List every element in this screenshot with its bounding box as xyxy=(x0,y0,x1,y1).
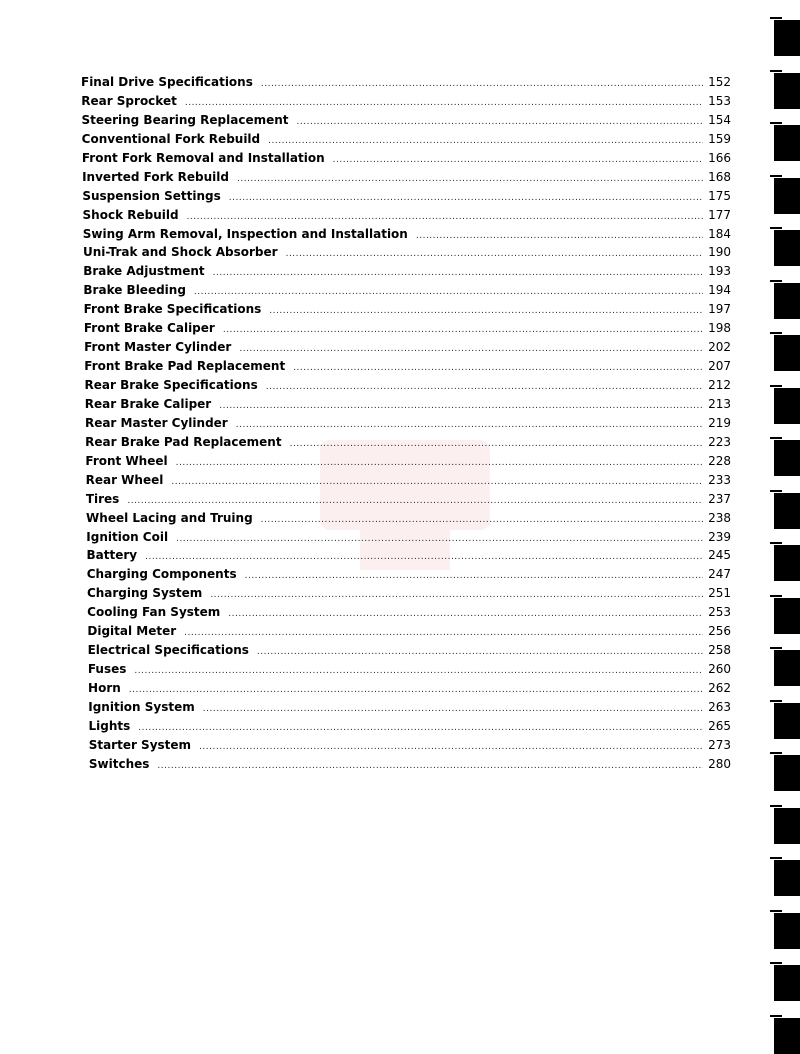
toc-dot-leader xyxy=(134,662,703,681)
index-tab-marker xyxy=(774,125,800,161)
toc-entry-title: Ignition Coil xyxy=(86,529,169,544)
toc-entry[interactable] xyxy=(81,698,731,717)
toc-entry-title: Rear Brake Caliper xyxy=(84,396,212,411)
toc-entry-title: Brake Bleeding xyxy=(83,283,186,298)
toc-entry-title: Rear Sprocket xyxy=(81,93,177,108)
toc-dot-leader xyxy=(245,567,703,586)
index-tab-marker xyxy=(774,965,800,1001)
toc-dot-leader xyxy=(138,719,703,738)
toc-entry[interactable] xyxy=(81,679,731,698)
toc-dot-leader xyxy=(261,75,703,94)
toc-entry-page-number: 202 xyxy=(708,340,731,355)
toc-dot-leader xyxy=(237,170,703,189)
toc-entry-page-number: 207 xyxy=(708,359,731,374)
toc-dot-leader xyxy=(129,681,703,700)
toc-entry-title: Fuses xyxy=(87,662,127,677)
toc-entry-title: Battery xyxy=(86,548,138,563)
toc-entry[interactable] xyxy=(81,206,731,225)
toc-entry-title: Swing Arm Removal, Inspection and Installation xyxy=(82,226,408,241)
toc-dot-leader xyxy=(171,473,703,492)
toc-entry[interactable] xyxy=(81,736,731,755)
toc-entry[interactable] xyxy=(81,395,731,414)
index-tab-marker xyxy=(774,440,800,476)
toc-dot-leader xyxy=(416,227,703,246)
toc-entry-title: Starter System xyxy=(88,737,192,752)
index-tab-marker xyxy=(774,73,800,109)
toc-entry-page-number: 273 xyxy=(708,737,731,752)
toc-entry-page-number: 154 xyxy=(708,112,731,127)
index-tab-marker xyxy=(774,388,800,424)
toc-entry-page-number: 193 xyxy=(708,264,731,279)
toc-entry-title: Wheel Lacing and Truing xyxy=(86,510,253,525)
index-tab-marker xyxy=(774,703,800,739)
toc-entry-title: Rear Brake Specifications xyxy=(84,378,258,392)
index-tab-marker xyxy=(774,860,800,896)
toc-entry[interactable] xyxy=(81,376,731,395)
toc-dot-leader xyxy=(286,245,703,264)
toc-entry-title: Lights xyxy=(88,718,131,733)
toc-entry-title: Front Brake Specifications xyxy=(83,302,262,317)
index-tab-marker xyxy=(774,808,800,844)
toc-entry-title: Rear Brake Pad Replacement xyxy=(85,434,282,449)
toc-entry-page-number: 219 xyxy=(708,415,731,430)
toc-entry[interactable] xyxy=(81,319,731,338)
toc-dot-leader xyxy=(236,416,703,435)
toc-dot-leader xyxy=(228,605,703,624)
toc-entry-title: Front Fork Removal and Installation xyxy=(81,150,325,165)
toc-entry-page-number: 256 xyxy=(708,624,731,639)
toc-entry[interactable] xyxy=(81,73,731,92)
toc-entry[interactable] xyxy=(81,755,731,774)
toc-dot-leader xyxy=(333,151,703,170)
toc-entry[interactable] xyxy=(81,338,731,357)
toc-dot-leader xyxy=(199,738,703,757)
toc-entry-page-number: 190 xyxy=(708,245,731,260)
toc-entry-page-number: 213 xyxy=(708,396,731,411)
toc-entry-page-number: 198 xyxy=(708,321,731,336)
toc-entry-page-number: 159 xyxy=(708,131,731,146)
toc-dot-leader xyxy=(229,189,703,208)
toc-entry-title: Rear Master Cylinder xyxy=(84,415,228,430)
toc-entry[interactable] xyxy=(81,603,731,622)
toc-entry[interactable] xyxy=(81,414,731,433)
toc-entry[interactable] xyxy=(81,528,731,547)
index-tab-marker xyxy=(774,1018,800,1054)
toc-entry[interactable] xyxy=(81,509,731,528)
toc-entry-title: Front Master Cylinder xyxy=(84,340,232,355)
toc-entry-title: Front Brake Pad Replacement xyxy=(84,359,286,374)
toc-entry-title: Electrical Specifications xyxy=(87,643,249,658)
index-tab-marker xyxy=(774,283,800,319)
toc-entry-page-number: 177 xyxy=(708,207,731,222)
index-tab-marker xyxy=(774,755,800,791)
toc-entry[interactable] xyxy=(81,149,731,168)
index-tab-marker xyxy=(774,650,800,686)
toc-entry-title: Ignition System xyxy=(88,699,195,714)
toc-entry-title: Digital Meter xyxy=(87,624,177,639)
index-tab-marker xyxy=(774,493,800,529)
toc-entry-page-number: 194 xyxy=(708,283,731,298)
toc-entry-title: Inverted Fork Rebuild xyxy=(82,169,229,184)
toc-dot-leader xyxy=(268,132,703,151)
toc-entry[interactable] xyxy=(81,225,731,244)
toc-entry-title: Shock Rebuild xyxy=(82,207,179,222)
toc-entry-page-number: 197 xyxy=(708,302,731,317)
toc-entry-page-number: 258 xyxy=(708,643,731,658)
toc-entry-page-number: 223 xyxy=(708,434,731,449)
toc-entry-page-number: 262 xyxy=(708,681,731,695)
index-tab-marker xyxy=(774,335,800,371)
toc-entry-page-number: 212 xyxy=(708,378,731,392)
toc-dot-leader xyxy=(194,283,703,302)
toc-entry-title: Steering Bearing Replacement xyxy=(81,112,289,127)
toc-dot-leader xyxy=(223,321,703,340)
toc-entry-title: Front Wheel xyxy=(85,453,168,468)
index-tab-marker xyxy=(774,545,800,581)
index-tab-marker xyxy=(774,20,800,56)
toc-entry-page-number: 168 xyxy=(708,169,731,184)
toc-dot-leader xyxy=(269,302,703,321)
toc-dot-leader xyxy=(213,264,703,283)
toc-dot-leader xyxy=(290,435,703,454)
toc-entry-page-number: 265 xyxy=(708,718,731,733)
toc-entry[interactable] xyxy=(81,546,731,565)
toc-entry[interactable] xyxy=(81,130,731,149)
toc-entry[interactable] xyxy=(81,490,731,509)
toc-entry[interactable] xyxy=(81,565,731,584)
toc-entry[interactable] xyxy=(81,187,731,206)
toc-entry-page-number: 184 xyxy=(708,226,731,241)
toc-dot-leader xyxy=(176,454,703,473)
toc-entry[interactable] xyxy=(81,471,731,490)
toc-entry-title: Tires xyxy=(85,491,120,506)
table-of-contents xyxy=(81,73,731,774)
toc-entry[interactable] xyxy=(81,622,731,641)
toc-entry-page-number: 152 xyxy=(708,75,731,89)
toc-dot-leader xyxy=(219,397,703,416)
toc-entry-title: Rear Wheel xyxy=(85,472,164,487)
toc-dot-leader xyxy=(266,378,703,397)
index-tab-marker xyxy=(774,230,800,266)
page-edge-tabs xyxy=(770,0,800,1035)
toc-entry[interactable] xyxy=(81,262,731,281)
toc-entry-title: Uni-Trak and Shock Absorber xyxy=(82,245,278,260)
index-tab-marker xyxy=(774,178,800,214)
toc-entry[interactable] xyxy=(81,433,731,452)
toc-entry[interactable] xyxy=(81,92,731,111)
toc-entry-page-number: 245 xyxy=(708,548,731,563)
toc-entry-page-number: 239 xyxy=(708,529,731,544)
toc-dot-leader xyxy=(239,340,703,359)
toc-entry-title: Conventional Fork Rebuild xyxy=(81,131,261,146)
toc-entry-title: Front Brake Caliper xyxy=(83,321,215,336)
toc-entry[interactable] xyxy=(81,111,731,130)
toc-entry-page-number: 260 xyxy=(708,662,731,677)
toc-entry-title: Suspension Settings xyxy=(82,188,221,203)
toc-entry[interactable] xyxy=(81,357,731,376)
toc-dot-leader xyxy=(293,359,703,378)
toc-entry[interactable] xyxy=(81,300,731,319)
toc-entry[interactable] xyxy=(81,281,731,300)
index-tab-marker xyxy=(774,913,800,949)
toc-entry-page-number: 166 xyxy=(708,150,731,165)
toc-dot-leader xyxy=(210,586,703,605)
toc-entry[interactable] xyxy=(81,243,731,262)
toc-entry-page-number: 251 xyxy=(708,586,731,601)
toc-entry-title: Cooling Fan System xyxy=(87,605,221,620)
toc-entry-title: Brake Adjustment xyxy=(83,264,205,279)
toc-entry-page-number: 233 xyxy=(708,472,731,487)
toc-entry-page-number: 228 xyxy=(708,453,731,468)
toc-dot-leader xyxy=(203,700,703,719)
toc-entry-page-number: 238 xyxy=(708,510,731,525)
toc-entry-page-number: 237 xyxy=(708,491,731,506)
toc-dot-leader xyxy=(257,643,703,662)
toc-dot-leader xyxy=(184,624,703,643)
toc-entry[interactable] xyxy=(81,168,731,187)
toc-entry-title: Switches xyxy=(88,756,150,771)
toc-entry-page-number: 280 xyxy=(708,756,731,771)
toc-entry-page-number: 263 xyxy=(708,699,731,714)
toc-entry[interactable] xyxy=(81,717,731,736)
toc-entry-page-number: 153 xyxy=(708,93,731,108)
toc-entry[interactable] xyxy=(81,641,731,660)
toc-dot-leader xyxy=(157,757,703,776)
toc-dot-leader xyxy=(261,511,703,530)
toc-dot-leader xyxy=(297,113,703,132)
toc-entry-page-number: 247 xyxy=(708,567,731,582)
toc-entry-title: Final Drive Specifications xyxy=(81,75,253,89)
toc-entry-title: Charging Components xyxy=(86,567,237,582)
toc-entry-page-number: 175 xyxy=(708,188,731,203)
toc-entry[interactable] xyxy=(81,584,731,603)
toc-entry[interactable] xyxy=(81,452,731,471)
toc-entry[interactable] xyxy=(81,660,731,679)
toc-entry-title: Charging System xyxy=(86,586,203,601)
index-tab-marker xyxy=(774,598,800,634)
toc-entry-title: Horn xyxy=(88,681,121,695)
toc-dot-leader xyxy=(176,530,703,549)
toc-entry-page-number: 253 xyxy=(708,605,731,620)
